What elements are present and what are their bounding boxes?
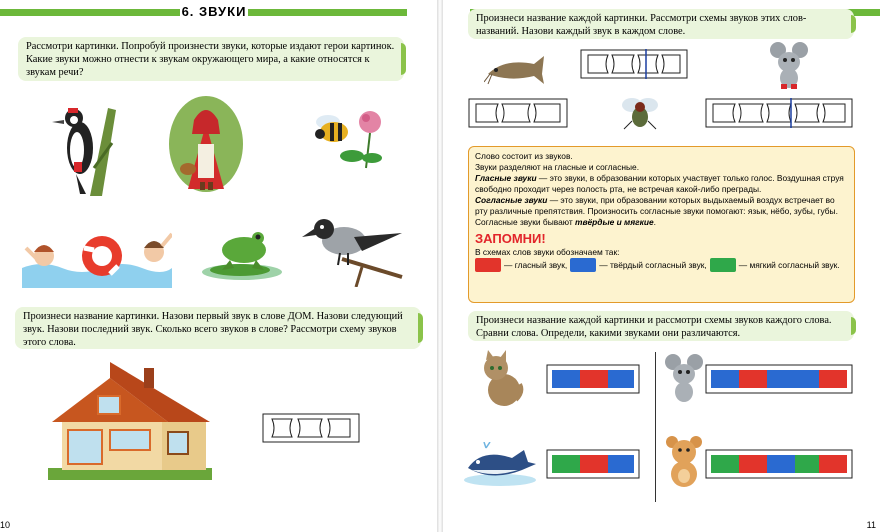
whale-icon [462,442,538,486]
bear-sound-scheme [705,449,853,479]
task-2 [15,307,421,349]
bee-icon [306,108,388,170]
soft-consonant-swatch [710,258,736,272]
crow-icon [302,207,408,287]
whale-sound-scheme [546,449,640,479]
fly-icon [618,93,662,131]
page-number-left: 10 [0,520,11,530]
cat-icon [478,350,524,408]
page-number-right: 11 [866,520,876,530]
sound-legend [475,258,848,272]
task-3 [468,9,854,39]
hard-consonant-label: — твёрдый согласный звук, [599,259,707,270]
girl-icon [168,94,244,192]
catfish-sound-scheme [580,49,688,79]
soft-consonant-label: — мягкий согласный звук. [738,259,840,270]
vowel-label: — гласный звук, [504,259,568,270]
task-3-text: Произнеси название каждой картинки. Рассмотри схемы звуков этих слов-названий. Назови каждый звук в каждом слове. [476,13,807,37]
rule-line-3 [475,173,848,195]
rule-line-1: Слово состоит из звуков. [475,151,573,161]
hard-soft-term: твёрдые и мягкие [575,217,654,227]
mouse-sound-scheme [705,98,853,128]
hard-consonant-swatch [570,258,596,272]
swimmers-icon [22,230,172,288]
rule-line-2: Звуки разделяют на гласные и согласные. [475,162,640,172]
mouse-icon-2 [664,352,704,404]
left-page [0,0,437,532]
task-4-text: Произнеси название каждой картинки и рассмотри схемы звуков каждого слова. Сравни слова. Определи, какими звуками они различаются. [476,315,832,339]
frog-icon [200,220,284,282]
legend-intro: В схемах слов звуки обозначаем так: [475,247,620,257]
catfish-icon [484,52,546,86]
bear-icon [662,434,706,488]
task-1-text: Рассмотри картинки. Попробуй произнести звуки, которые издают герои картинок. Какие звуки можно отнести к звукам окружающего мира, а какие относятся к звукам речи? [26,41,395,78]
rule-line-4 [475,195,848,228]
house-icon [48,360,212,480]
dom-sound-scheme [262,413,360,443]
chapter-title: 6. ЗВУКИ [180,2,248,22]
consonant-definition: — это звуки, при образовании которых выдыхаемый воздух встречает во рту различные препятствия. Произносить согласные звуки помогают: язык, нёбо, зубы, губы. Согласные звуки бывают [475,195,838,227]
rule-box [468,146,855,303]
rule-line-4-end: . [653,217,656,227]
consonant-term: Согласные звуки [475,195,548,205]
task-4 [468,311,854,341]
crow-sound-scheme [468,98,568,128]
vowel-term: Гласные звуки [475,173,537,183]
task-1 [18,37,404,81]
column-divider [655,352,656,502]
mouse-icon [768,40,810,90]
task-2-text: Произнеси название картинки. Назови первый звук в слове ДОМ. Назови следующий звук. Назови последний звук. Сколько всего звуков в слове? Рассмотри схему звуков этого слова. [23,311,403,348]
mouse-color-sound-scheme [705,364,853,394]
vowel-swatch [475,258,501,272]
cat-sound-scheme [546,364,640,394]
vowel-definition: — это звуки, в образовании которых участвует только голос. Воздушная струя свободно проходит через полость рта, не встречая какой-либо преграды. [475,173,844,194]
remember-heading: ЗАПОМНИ! [475,231,546,246]
woodpecker-icon [50,98,120,196]
